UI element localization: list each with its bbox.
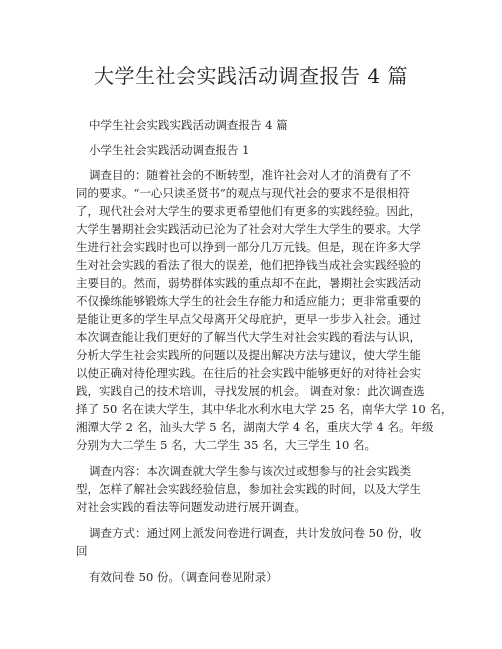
body-line: 有效问卷 50 份。（调查问卷见附录） bbox=[89, 570, 278, 584]
body-line: 以使正确对待伦理实践。在往后的社会实践中能够更好的对待社会实 bbox=[76, 366, 421, 380]
body-line: 同的要求。“一心只读圣贤书”的观点与现代社会的要求不是很相符 bbox=[76, 186, 410, 200]
body-line: 主要目的。然而，弱势群体实践的重点却不在此，暑期社会实践活动 bbox=[76, 276, 421, 290]
body-line: 调查内容：本次调查就大学生参与该次过或想参与的社会实践类 bbox=[89, 464, 411, 478]
section-heading: 小学生社会实践活动调查报告 1 bbox=[89, 143, 250, 157]
body-line: 生进行社会实践时也可以挣到一部分几万元钱。但是，现在许多大学 bbox=[76, 240, 421, 254]
document-title: 大学生社会实践活动调查报告 4 篇 bbox=[94, 64, 408, 88]
body-line: 大学生暑期社会实践活动已沦为了社会对大学生大学生的要求。大学 bbox=[76, 222, 421, 236]
body-line: 分析大学生社会实践所的问题以及提出解决方法与建议，使大学生能 bbox=[76, 348, 421, 362]
body-line: 回 bbox=[76, 544, 88, 558]
body-line: 了，现代社会对大学生的要求更希望他们有更多的实践经验。因此， bbox=[76, 204, 421, 218]
body-line: 型，怎样了解社会实践经验信息，参加社会实践的时间，以及大学生 bbox=[76, 482, 421, 496]
body-line: 调查方式：通过网上派发问卷进行调查，共计发放问卷 50 份，收 bbox=[89, 526, 422, 540]
body-line: 本次调查能让我们更好的了解当代大学生对社会实践的看法与认识， bbox=[76, 330, 421, 344]
body-line: 湘潭大学 2 名，汕头大学 5 名，湖南大学 4 名，重庆大学 4 名。年级 bbox=[76, 420, 434, 434]
body-line: 调查目的：随着社会的不断转型，准许社会对人才的消费有了不 bbox=[89, 168, 411, 182]
body-line: 对社会实践的看法等问题发动进行展开调查。 bbox=[76, 500, 306, 514]
body-line: 是能让更多的学生早点父母离开父母庇护，更早一步步入社会。通过 bbox=[76, 312, 421, 326]
body-line: 践，实践自己的技术培训，寻找发展的机会。 调查对象：此次调查选 bbox=[76, 384, 425, 398]
body-line: 不仅操练能够锻炼大学生的社会生存能力和适应能力；更非常重要的 bbox=[76, 294, 421, 308]
body-line: 择了 50 名在读大学生，其中华北水利水电大学 25 名，南华大学 10 名， bbox=[76, 402, 453, 416]
body-line: 分别为大二学生 5 名，大二学生 35 名，大三学生 10 名。 bbox=[76, 438, 377, 452]
body-line: 生对社会实践的看法了很大的误差，他们把挣钱当成社会实践经验的 bbox=[76, 258, 421, 272]
subtitle-line: 中学生社会实践实践活动调查报告 4 篇 bbox=[89, 118, 288, 132]
